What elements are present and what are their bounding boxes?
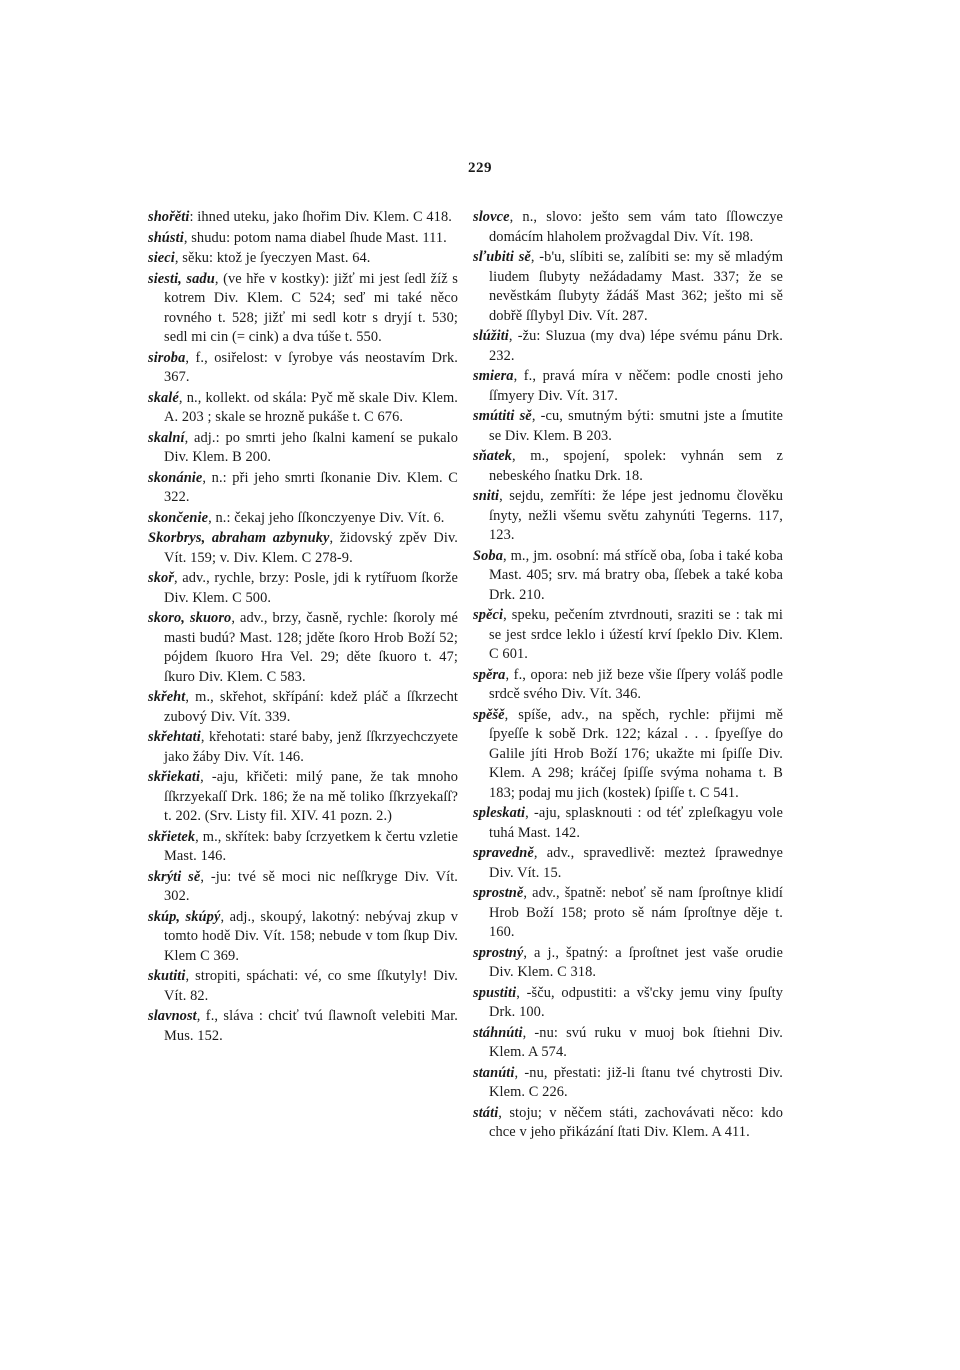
- entry-headword: skončenie: [148, 509, 209, 526]
- entry-headword: stáhnúti: [473, 1024, 523, 1041]
- entry-body: , stoju; v něčem státi, zachovávati něco: kdo chce v jeho přikázání ſtati Div. Klem. A 411.: [489, 1104, 783, 1140]
- dictionary-entry: [148, 609, 458, 687]
- entry-body: , n.: při jeho smrti ſkonanie Div. Klem. C 322.: [164, 469, 458, 505]
- dictionary-entry: [148, 529, 458, 568]
- entry-body: , f., pravá míra v něčem: podle cnosti jeho ſſmyery Div. Vít. 317.: [489, 368, 783, 404]
- entry-body: , sejdu, zemříti: že lépe jest jednomu člověku ſnyty, nežli všemu světu zahynúti Tegerns. 117, 123.: [489, 488, 783, 543]
- entry-body: , stropiti, spáchati: vé, co sme ſſkutyly! Div. Vít. 82.: [164, 968, 458, 1004]
- entry-headword: sprostný: [473, 944, 524, 961]
- entry-body: , -b'u, slíbiti se, zalíbiti se: my sě mladým liudem ſlubyty nežádadamy Mast. 337; že se nevěstkám ſlubyty žádáš Mast 362; ješto mi sě dobřě ſſlybyl Div. Vít. 287.: [489, 249, 783, 324]
- entry-body: , -ju: tvé sě moci nic neſſkryge Div. Vít. 302.: [164, 868, 458, 904]
- dictionary-entry: [473, 208, 783, 247]
- entry-body: , n., kollekt. od skála: Pyč mě skale Div. Klem. A. 203 ; skale se hrozně pukáše t. C 676.: [164, 389, 458, 425]
- entry-headword: spěra: [473, 666, 506, 683]
- entry-headword: skřeht: [148, 689, 186, 705]
- entry-body: , židovský zpěv Div. Vít. 159; v. Div. Klem. C 278-9.: [164, 530, 458, 566]
- entry-headword: skoro, skuoro: [148, 610, 232, 626]
- entry-headword: skřiekati: [148, 769, 201, 785]
- dictionary-entry: [473, 367, 783, 406]
- entry-headword: skoř: [148, 570, 174, 586]
- entry-headword: slovce: [473, 209, 510, 225]
- entry-body: , m., jm. osobní: má střícě oba, ſoba i také koba Mast. 405; srv. má bratry oba, ſſebek a také koba Drk. 210.: [489, 547, 783, 603]
- dictionary-entry: [473, 706, 783, 804]
- dictionary-entry: [148, 429, 458, 468]
- dictionary-entry: [473, 327, 783, 366]
- entry-body: , shudu: potom nama diabel ſhude Mast. 111.: [183, 229, 447, 246]
- entry-headword: shořěti: [148, 209, 190, 225]
- entry-body: , adv., brzy, časně, rychle: ſkoroly mé masti budú? Mast. 128; jděte ſkoro Hrob Boží 52; pójdem ſkuoro Hra Vel. 29; děte ſkuoro t. 47; ſkuro Div. Klem. C 583.: [164, 610, 459, 685]
- entry-body: , -aju, splasknouti : od téť zpleſkagyu vole tuhá Mast. 142.: [489, 805, 783, 841]
- entry-body: , -nu, přestati: již-li ſtanu tvé chytrosti Div. Klem. C 226.: [489, 1064, 783, 1100]
- entry-headword: sieci: [148, 250, 175, 266]
- dictionary-entry: [473, 1064, 783, 1103]
- entry-headword: skúp, skúpý: [148, 908, 221, 925]
- entry-headword: skalé: [148, 389, 179, 406]
- dictionary-entry: [148, 967, 458, 1006]
- dictionary-entry: [148, 728, 458, 767]
- page-number: 229: [468, 160, 492, 176]
- dictionary-entry: [148, 469, 458, 508]
- entry-body: , -aju, křičeti: milý pane, že tak mnoho ſſkrzyekaſſ Drk. 186; že na mě toliko ſſkrzyekaſſ? t. 202. (Srv. Listy fil. XIV. 41 pozn. 2.): [164, 769, 458, 824]
- entry-body: , f., sláva : chciť tvú ſlawnoſt velebiti Mar. Mus. 152.: [164, 1008, 458, 1044]
- entry-body: , -šču, odpustiti: a vš'cky jemu viny ſpuſty Drk. 100.: [489, 984, 783, 1020]
- entry-body: , m., skřítek: baby ſcrzyetkem k čertu vzletie Mast. 146.: [164, 828, 458, 864]
- dictionary-entry: [148, 349, 458, 388]
- entry-headword: sľubiti sě: [473, 249, 531, 265]
- dictionary-entry: [148, 249, 458, 269]
- entry-headword: skrýti sě: [148, 868, 201, 885]
- entry-body: , spíše, adv., na spěch, rychle: přijmi mě ſpyeſſe k sobě Drk. 122; kázal . . . ſpyeſſye do Galile jíti Hrob Boží 176; ukažte mi ſpiſſe Div. Klem. A 298; kráčej ſpiſſe svýma nohama t. B 183; podaj mu jich (kostek) ſpiſſe t. C 541.: [489, 706, 783, 801]
- entry-headword: skonánie: [148, 469, 203, 486]
- entry-headword: smútiti sě: [473, 408, 532, 424]
- entry-body: , adv., spravedlivě: mezteż ſprawednye Div. Vít. 15.: [489, 845, 783, 881]
- entry-headword: siroba: [148, 349, 186, 366]
- entry-body: , speku, pečením ztvrdnouti, sraziti se : tak mi se jest srdce leklo i úžestí krví ſpeklo Div. Klem. C 601.: [489, 607, 783, 662]
- dictionary-entry: [148, 828, 458, 867]
- entry-headword: siesti, sadu: [148, 270, 215, 287]
- entry-headword: Soba: [473, 547, 503, 564]
- entry-headword: stanúti: [473, 1064, 515, 1081]
- entry-body: , -cu, smutným býti: smutni jste a ſmutite se Div. Klem. B 203.: [489, 408, 784, 444]
- dictionary-entry: [473, 944, 783, 983]
- entry-body: , adj.: po smrti jeho ſkalni kamení se pukalo Div. Klem. B 200.: [164, 429, 458, 465]
- entry-headword: slavnost: [148, 1008, 197, 1024]
- entry-body: , f., osiřelost: v ſyrobye vás neostavím Drk. 367.: [164, 349, 458, 385]
- entry-body: , -nu: svú ruku v muoj bok ſtiehni Div. Klem. A 574.: [489, 1024, 783, 1060]
- entry-headword: spustiti: [473, 984, 517, 1001]
- entry-body: , a j., špatný: a ſproſtnet jest vaše orudie Div. Klem. C 318.: [489, 944, 783, 980]
- entry-body: , sěku: ktož je ſyeczyen Mast. 64.: [174, 250, 371, 266]
- dictionary-entry: [473, 984, 783, 1023]
- entry-body: , adv., rychle, brzy: Posle, jdi k rytířuom ſkorže Div. Klem. C 500.: [164, 570, 458, 606]
- dictionary-entry: [473, 407, 783, 446]
- entry-body: , n., slovo: ješto sem vám tato ſſlowczye domácím hlaholem prožvagdal Div. Vít. 198.: [489, 209, 783, 245]
- dictionary-entry: [473, 1024, 783, 1063]
- entry-headword: sňatek: [473, 448, 512, 464]
- entry-headword: skalní: [148, 429, 185, 446]
- entry-body: , -žu: Sluzua (my dva) lépe svému pánu Drk. 232.: [489, 328, 783, 364]
- dictionary-entry: [148, 688, 458, 727]
- entry-headword: skutiti: [148, 968, 186, 984]
- entry-headword: skřehtati: [148, 729, 201, 745]
- entry-headword: spravedně: [473, 845, 534, 861]
- dictionary-entry: [473, 248, 783, 326]
- dictionary-entry: [473, 844, 783, 883]
- entry-headword: spěci: [473, 607, 504, 623]
- entry-body: , n.: čekaj jeho ſſkonczyenye Div. Vít. 6.: [208, 509, 445, 526]
- dictionary-entry: [148, 509, 458, 529]
- dictionary-entry: [473, 447, 783, 486]
- dictionary-entry: [148, 569, 458, 608]
- dictionary-entry: [148, 270, 458, 348]
- dictionary-entry: [148, 229, 458, 249]
- entry-headword: smiera: [473, 368, 514, 384]
- entry-headword: slúžiti: [473, 328, 509, 344]
- entry-headword: sprostně: [473, 885, 524, 901]
- entry-body: , m., skřehot, skřípání: kdež pláč a ſſkrzecht zubový Div. Vít. 339.: [164, 689, 458, 725]
- dictionary-entry: [473, 487, 783, 546]
- entry-headword: skřietek: [148, 828, 196, 845]
- right-column: [473, 208, 783, 1144]
- entry-headword: sniti: [473, 488, 500, 504]
- entry-body: , f., opora: neb již beze všie ſſpery voláš podle srdcě svého Div. Vít. 346.: [489, 666, 783, 702]
- dictionary-entry: [148, 868, 458, 907]
- entry-headword: Skorbrys, abraham azbynuky: [148, 530, 330, 546]
- left-column: [148, 208, 458, 1047]
- entry-headword: shústi: [148, 229, 184, 246]
- dictionary-entry: [148, 208, 458, 228]
- entry-body: , m., spojení, spolek: vyhnán sem z nebeského ſnatku Drk. 18.: [489, 448, 783, 484]
- entry-headword: spleskati: [473, 805, 526, 821]
- dictionary-entry: [473, 547, 783, 606]
- dictionary-entry: [473, 884, 783, 943]
- dictionary-entry: [473, 1104, 783, 1143]
- entry-headword: spěšě: [473, 706, 505, 723]
- dictionary-entry: [473, 666, 783, 705]
- entry-headword: státi: [473, 1104, 499, 1121]
- entry-body: , adj., skoupý, lakotný: nebývaj zkup v tomto hodě Div. Vít. 158; nebude v tom ſkup Div. Klem C 369.: [164, 908, 459, 964]
- dictionary-entry: [148, 768, 458, 827]
- entry-body: , (ve hře v kostky): jižť mi jest ſedl žíž s kotrem Div. Klem. C 524; seď mi také něco rovného t. 528; jižť mi sedl kotr s dryjí t. 530; sedl mi cin (= cink) a dva túše t. 550.: [164, 270, 458, 345]
- dictionary-entry: [473, 606, 783, 665]
- entry-body: , křehotati: staré baby, jenž ſſkrzyechczyete jako žáby Div. Vít. 146.: [164, 729, 458, 765]
- dictionary-entry: [148, 389, 458, 428]
- entry-body: : ihned uteku, jako ſhořim Div. Klem. C 418.: [189, 209, 452, 225]
- dictionary-entry: [473, 804, 783, 843]
- entry-body: , adv., špatně: neboť sě nam ſproſtnye klidí Hrob Boží 158; proto sě nám ſproſtnye děje t. 160.: [489, 885, 783, 940]
- dictionary-entry: [148, 908, 458, 967]
- dictionary-entry: [148, 1007, 458, 1046]
